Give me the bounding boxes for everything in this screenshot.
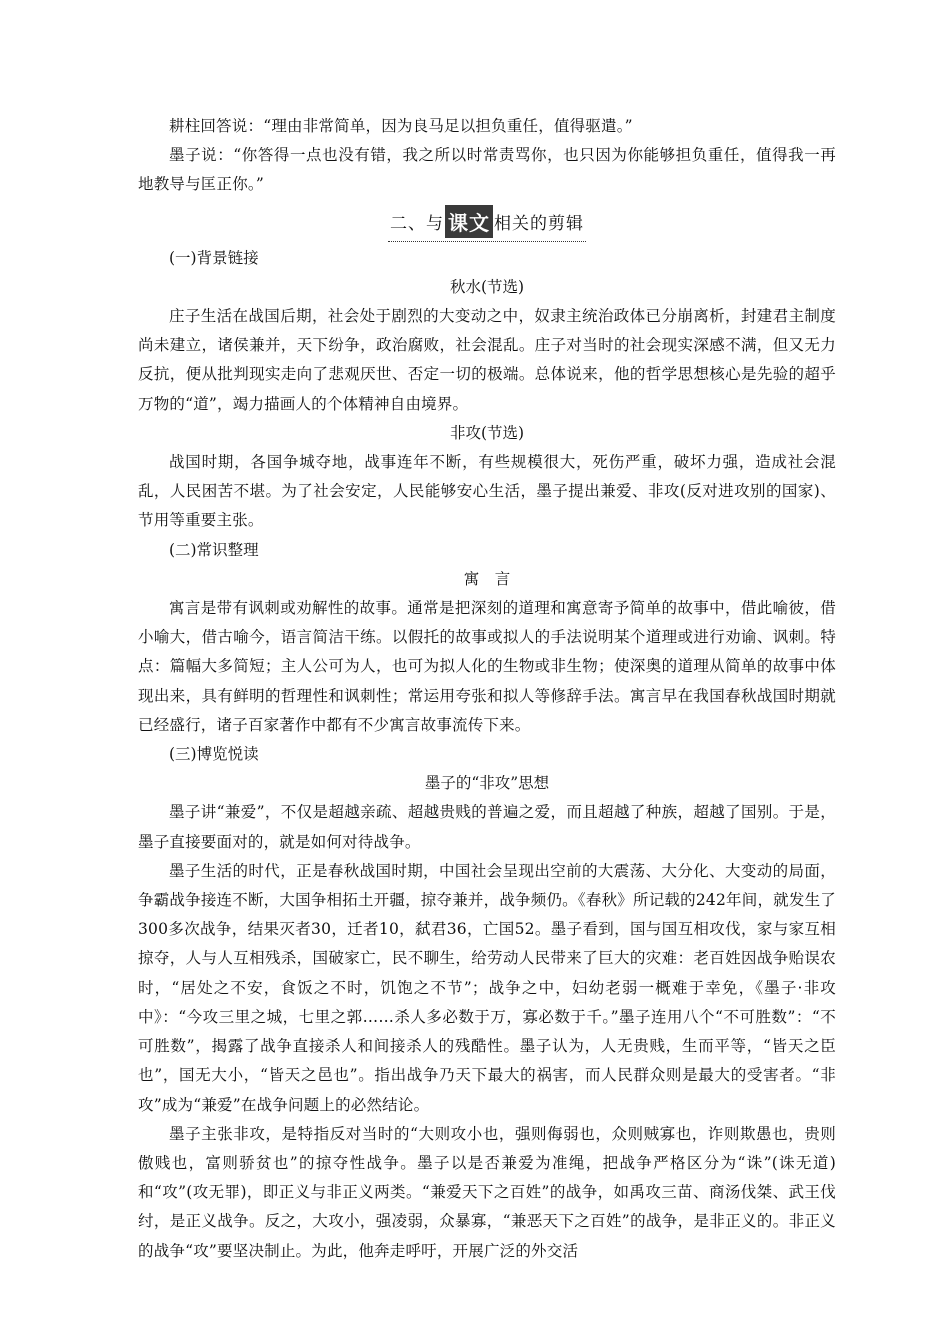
background-label: (一)背景链接 — [169, 248, 259, 267]
reading-paragraph-2: 墨子生活的时代，正是春秋战国时期，中国社会呈现出空前的大震荡、大分化、大变动的局面，争霸战争接连不断，大国争相拓土开疆，掠夺兼并，战争频仍。《春秋》所记载的242年间，就发生了300多次战争，结果灭者30，迁者10，弑君36，亡国52。墨子看到，国与国互相攻伐，家与家互相掠夺，人与人互相残杀，国破家亡，民不聊生，给劳动人民带来了巨大的灾难：老百姓因战争贻误农时，“居处之不安，食饭之不时，饥饱之不节”；战争之中，妇幼老弱一概难于幸免，《墨子·非攻中》：“今攻三里之城，七里之郭……杀人多必数于万，寡必数于千。”墨子连用八个“不可胜数”：“不可胜数”，揭露了战争直接杀人和间接杀人的残酷性。墨子认为，人无贵贱，生而平等，“皆天之臣也”，国无大小，“皆天之邑也”。指出战争乃天下最大的祸害，而人民群众则是最大的受害者。“非攻”成为“兼爱”在战争问题上的必然结论。 — [138, 861, 836, 1114]
reading-label: (三)博览悦读 — [169, 745, 259, 764]
section-heading-prefix: 二、与 — [390, 214, 444, 235]
knowledge-label: (二)常识整理 — [169, 540, 259, 559]
reading-paragraph-3: 墨子主张非攻，是特指反对当时的“大则攻小也，强则侮弱也，众则贼寡也，诈则欺愚也，贵则傲贱也，富则骄贫也”的掠夺性战争。墨子以是否兼爱为准绳，把战争严格区分为“诛”(诛无道)和“攻”(攻无罪)，即正义与非正义两类。“兼爱天下之百姓”的战争，如禹攻三苗、商汤伐桀、武王伐纣，是正义战争。反之，大攻小，强凌弱，众暴寡，“兼恶天下之百姓”的战争，是非正义的。非正义的战争“攻”要坚决制止。为此，他奔走呼吁，开展广泛的外交活 — [138, 1124, 836, 1260]
fable-title: 寓 言 — [463, 569, 511, 588]
reading-title: 墨子的“非攻”思想 — [424, 774, 550, 793]
intro-paragraph-2: 墨子说：“你答得一点也没有错，我之所以时常责骂你，也只因为你能够担负重任，值得我一再地教导与匡正你。” — [138, 146, 836, 194]
reading-paragraph-1: 墨子讲“兼爱”，不仅是超越亲疏、超越贵贱的普遍之爱，而且超越了种族，超越了国别。于是，墨子直接要面对的，就是如何对待战争。 — [138, 803, 836, 851]
fable-paragraph: 寓言是带有讽刺或劝解性的故事。通常是把深刻的道理和寓意寄予简单的故事中，借此喻彼，借小喻大，借古喻今，语言简洁干练。以假托的故事或拟人的手法说明某个道理或进行劝谕、讽刺。特点：篇幅大多简短；主人公可为人，也可为拟人化的生物或非生物；使深奥的道理从简单的故事中体现出来，具有鲜明的哲理性和讽刺性；常运用夸张和拟人等修辞手法。寓言早在我国春秋战国时期就已经盛行，诸子百家著作中都有不少寓言故事流传下来。 — [138, 599, 836, 734]
section-heading-suffix: 相关的剪辑 — [494, 214, 584, 235]
qiushui-title: 秋水(节选) — [449, 277, 525, 296]
section-heading — [138, 204, 836, 244]
document-page — [138, 112, 836, 1266]
heading-dotted-underline — [388, 241, 586, 242]
intro-paragraph-1: 耕柱回答说：“理由非常简单，因为良马足以担负重任，值得驱遣。” — [169, 117, 633, 135]
section-heading-highlight: 课文 — [445, 205, 493, 238]
qiushui-paragraph: 庄子生活在战国后期，社会处于剧烈的大变动之中，奴隶主统治政体已分崩离析，封建君主制度尚未建立，诸侯兼并，天下纷争，政治腐败，社会混乱。庄子对当时的社会现实深感不满，但又无力反抗，便从批判现实走向了悲观厌世、否定一切的极端。总体说来，他的哲学思想核心是先验的超乎万物的“道”，竭力描画人的个体精神自由境界。 — [138, 307, 836, 413]
feigong-title: 非攻(节选) — [449, 423, 525, 442]
feigong-paragraph: 战国时期，各国争城夺地，战事连年不断，有些规模很大，死伤严重，破坏力强，造成社会混乱，人民困苦不堪。为了社会安定，人民能够安心生活，墨子提出兼爱、非攻(反对进攻别的国家)、节用等重要主张。 — [138, 453, 836, 530]
